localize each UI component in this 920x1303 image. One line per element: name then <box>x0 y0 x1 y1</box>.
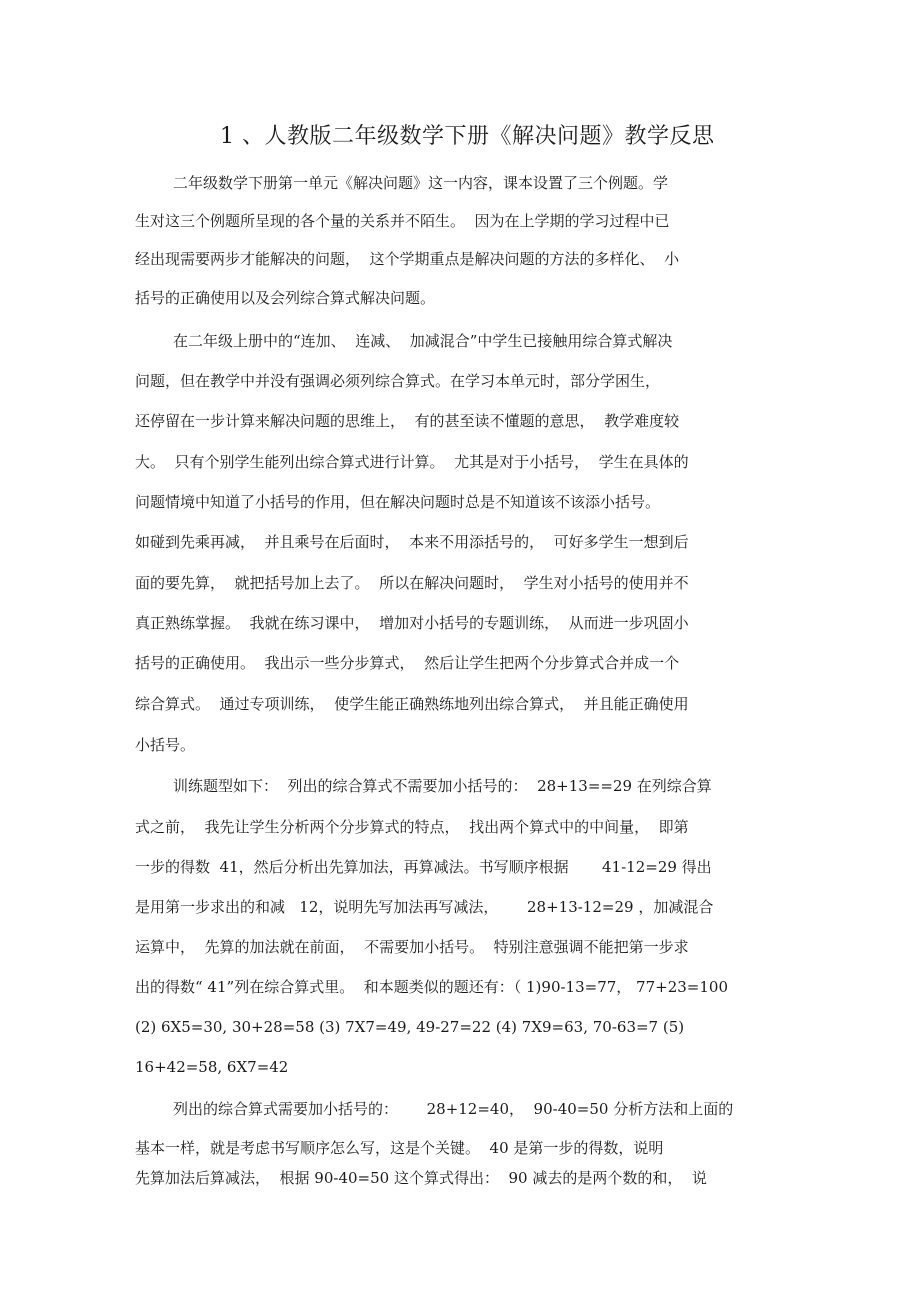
paragraph-line: 出的得数“ 41”列在综合算式里。 和本题类似的题还有：（ 1)90-13=77， 77+23=100 <box>135 978 729 996</box>
document-title: 1 、人教版二年级数学下册《解决问题》教学反思 <box>220 124 715 149</box>
paragraph-line: 如碰到先乘再减， 并且乘号在后面时， 本来不用添括号的， 可好多学生一想到后 <box>135 533 689 551</box>
paragraph-line: 小括号。 <box>135 736 196 754</box>
paragraph-line: 大。 只有个别学生能列出综合算式进行计算。 尤其是对于小括号， 学生在具体的 <box>135 453 689 471</box>
paragraph-line: 综合算式。 通过专项训练， 使学生能正确熟练地列出综合算式， 并且能正确使用 <box>135 695 689 713</box>
paragraph-line: 括号的正确使用以及会列综合算式解决问题。 <box>135 289 436 307</box>
paragraph-line: (2) 6X5=30, 30+28=58 (3) 7X7=49, 49-27=22 (4) 7X9=63, 70-63=7 (5) <box>135 1018 685 1036</box>
paragraph-line: 在二年级上册中的“连加、 连减、 加减混合”中学生已接触用综合算式解决 <box>173 332 673 350</box>
paragraph-line: 列出的综合算式需要加小括号的： 28+12=40， 90-40=50 分析方法和上面的 <box>173 1100 734 1118</box>
paragraph-line: 括号的正确使用。 我出示一些分步算式， 然后让学生把两个分步算式合并成一个 <box>135 654 680 672</box>
paragraph-line: 是用第一步求出的和减 12，说明先写加法再写减法， 28+13-12=29 ，加减混合 <box>135 898 714 916</box>
paragraph-line: 还停留在一步计算来解决问题的思维上， 有的甚至读不懂题的意思， 教学难度较 <box>135 412 680 430</box>
paragraph-line: 运算中， 先算的加法就在前面， 不需要加小括号。 特别注意强调不能把第一步求 <box>135 938 689 956</box>
paragraph-line: 训练题型如下： 列出的综合算式不需要加小括号的： 28+13==29 在列综合算 <box>173 777 712 795</box>
paragraph-line: 先算加法后算减法， 根据 90-40=50 这个算式得出： 90 减去的是两个数的和， 说 <box>135 1169 707 1187</box>
paragraph-line: 经出现需要两步才能解决的问题， 这个学期重点是解决问题的方法的多样化、 小 <box>135 250 680 268</box>
paragraph-line: 16+42=58, 6X7=42 <box>135 1058 289 1076</box>
paragraph-line: 问题，但在教学中并没有强调必须列综合算式。在学习本单元时，部分学困生， <box>135 372 661 390</box>
paragraph-line: 式之前， 我先让学生分析两个分步算式的特点， 找出两个算式中的中间量， 即第 <box>135 818 689 836</box>
paragraph-line: 面的要先算， 就把括号加上去了。 所以在解决问题时， 学生对小括号的使用并不 <box>135 574 689 592</box>
paragraph-line: 生对这三个例题所呈现的各个量的关系并不陌生。 因为在上学期的学习过程中已 <box>135 212 670 230</box>
paragraph-line: 问题情境中知道了小括号的作用，但在解决问题时总是不知道该不该添小括号。 <box>135 493 661 511</box>
paragraph-line: 二年级数学下册第一单元《解决问题》这一内容，课本设置了三个例题。学 <box>173 174 669 192</box>
paragraph-line: 真正熟练掌握。 我就在练习课中， 增加对小括号的专题训练， 从而进一步巩固小 <box>135 614 689 632</box>
paragraph-line: 一步的得数 41，然后分析出先算加法，再算减法。书写顺序根据 41-12=29 得出 <box>135 858 712 876</box>
paragraph-line: 基本一样，就是考虑书写顺序怎么写，这是个关键。 40 是第一步的得数，说明 <box>135 1139 664 1157</box>
